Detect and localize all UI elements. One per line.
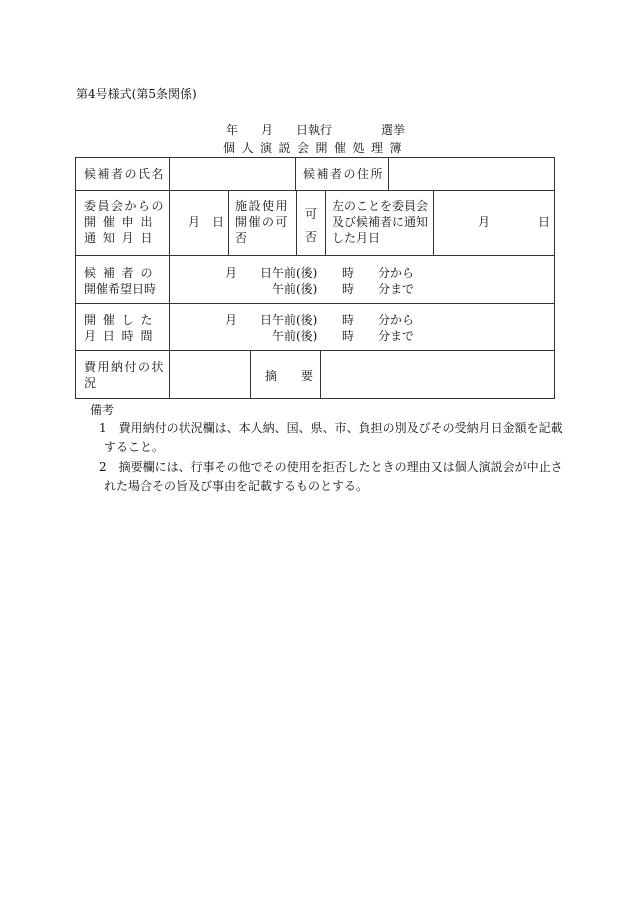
notice-month-unit: 月 (188, 215, 201, 229)
payment-status-label-line2: 況 (84, 376, 97, 390)
deny-option[interactable]: 否 (305, 230, 318, 244)
held-end-ampm-unit: 午前(後) (272, 329, 318, 343)
notice-date-label-line2: 開 催 申 出 (84, 215, 154, 229)
held-day-ampm-unit: 日午前(後) (260, 313, 318, 327)
form-number: 第4号様式(第5条関係) (76, 87, 197, 101)
held-month-unit: 月 (225, 313, 238, 327)
candidate-address-label: 候補者の住所 (303, 167, 385, 181)
payment-status-label-line1: 費用納付の状 (84, 360, 166, 374)
row-divider (76, 190, 554, 191)
desired-end-minute-unit: 分まで (378, 282, 415, 296)
column-divider (325, 190, 326, 255)
day-executed-label: 日執行 (296, 123, 333, 137)
facility-label-line2: 開催の可 (235, 215, 290, 229)
row-divider (76, 350, 554, 351)
payment-status-field[interactable] (176, 358, 244, 390)
year-label: 年 (226, 123, 239, 137)
month-label: 月 (261, 123, 274, 137)
notice-day-unit: 日 (212, 215, 225, 229)
facility-label-line3: 否 (235, 231, 248, 245)
report-day-unit: 日 (538, 215, 551, 229)
desired-start-minute-unit: 分から (378, 266, 415, 280)
report-date-label-line1: 左のことを委員会 (332, 199, 429, 213)
desired-end-ampm-unit: 午前(後) (272, 282, 318, 296)
report-date-label-line3: した月日 (332, 231, 381, 245)
note-1-line1: 1 費用納付の状況欄は、本人納、国、県、市、負担の別及びその受納月日金額を記載 (99, 421, 563, 435)
desired-datetime-label-line1: 候 補 者 の (84, 266, 154, 280)
record-table (75, 157, 555, 399)
row-divider (76, 303, 554, 304)
column-divider (320, 350, 321, 398)
note-1-line2: すること。 (104, 440, 165, 454)
column-divider (169, 158, 170, 398)
facility-label-line1: 施設使用 (235, 199, 290, 213)
desired-start-hour-unit: 時 (342, 266, 355, 280)
desired-datetime-label-line2: 開催希望日時 (84, 282, 157, 296)
column-divider (295, 158, 296, 190)
notice-date-label-line3: 通 知 月 日 (84, 231, 154, 245)
held-start-hour-unit: 時 (342, 313, 355, 327)
candidate-name-field[interactable] (176, 168, 288, 182)
election-label: 選挙 (381, 123, 406, 137)
held-datetime-label-line2: 月 日 時 間 (84, 329, 154, 343)
desired-month-unit: 月 (225, 266, 238, 280)
column-divider (228, 190, 229, 255)
note-2-line1: 2 摘要欄には、行事その他でその使用を拒否したときの理由又は個人演説会が中止さ (99, 460, 563, 474)
desired-end-hour-unit: 時 (342, 282, 355, 296)
report-month-unit: 月 (478, 215, 491, 229)
held-end-hour-unit: 時 (342, 329, 355, 343)
summary-label: 摘 要 (265, 369, 314, 383)
held-end-minute-unit: 分まで (378, 329, 415, 343)
notice-date-label-line1: 委員会からの (84, 199, 166, 213)
column-divider (388, 158, 389, 190)
column-divider (433, 190, 434, 255)
held-datetime-label-line1: 開 催 し た (84, 313, 154, 327)
desired-day-ampm-unit: 日午前(後) (260, 266, 318, 280)
notes-heading: 備考 (90, 403, 115, 417)
held-start-minute-unit: 分から (378, 313, 415, 327)
note-2-line2: れた場合その旨及び事由を記載するものとする。 (104, 479, 369, 493)
column-divider (250, 350, 251, 398)
report-date-label-line2: 及び候補者に通知 (332, 215, 429, 229)
summary-field[interactable] (328, 358, 548, 390)
approve-option[interactable]: 可 (305, 207, 318, 221)
candidate-name-label: 候補者の氏名 (84, 167, 166, 181)
document-title: 個人演説会開催処理簿 (223, 141, 409, 155)
column-divider (296, 190, 297, 255)
candidate-address-field[interactable] (396, 168, 546, 182)
row-divider (76, 255, 554, 256)
